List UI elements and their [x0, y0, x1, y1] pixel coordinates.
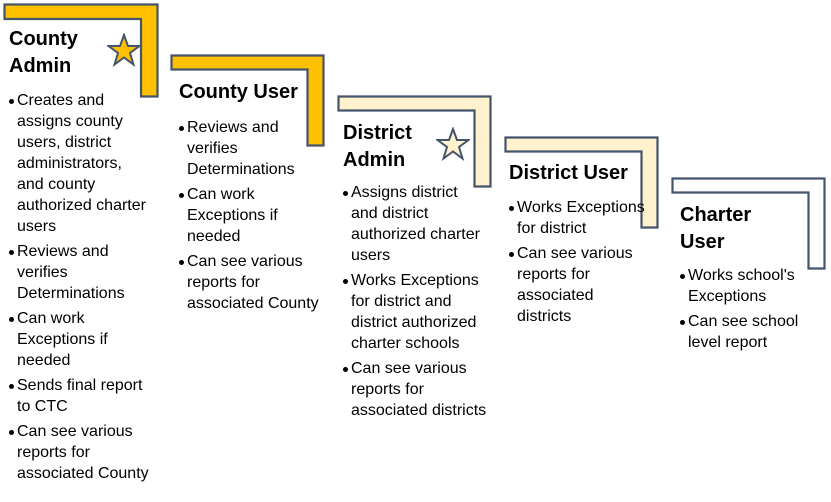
responsibility-list [509, 197, 649, 331]
star-icon [436, 127, 470, 161]
list-item: Assigns district and district authorized charter users [343, 182, 488, 266]
star-icon [107, 33, 141, 67]
responsibility-list [9, 90, 149, 488]
role-title: Charter User [680, 204, 752, 253]
list-item: Can work Exceptions if needed [9, 308, 149, 371]
role-title: County Admin [9, 28, 78, 77]
list-item: Works Exceptions for district and district authorized charter schools [343, 270, 488, 354]
role-step-district-user [501, 133, 671, 373]
list-item: Works Exceptions for district [509, 197, 649, 239]
responsibility-list [179, 117, 319, 318]
list-item: Creates and assigns county users, district administrators, and county authorized charter users [9, 90, 149, 237]
list-item: Sends final report to CTC [9, 375, 149, 417]
responsibility-list [343, 182, 488, 425]
role-step-charter-user [668, 174, 831, 414]
list-item: Can see various reports for associated County [9, 421, 149, 484]
list-item: Can see various reports for associated districts [343, 358, 488, 421]
list-item: Can see school level report [680, 311, 800, 353]
role-title: District Admin [343, 122, 412, 171]
list-item: Can work Exceptions if needed [179, 184, 319, 247]
list-item: Works school's Exceptions [680, 265, 800, 307]
role-title: District User [509, 162, 628, 184]
list-item: Can see various reports for associated districts [509, 243, 649, 327]
role-step-county-user [167, 51, 337, 351]
list-item: Reviews and verifies Determinations [179, 117, 319, 180]
role-step-district-admin [334, 92, 504, 492]
list-item: Can see various reports for associated County [179, 251, 319, 314]
role-step-county-admin [0, 0, 170, 502]
responsibility-list [680, 265, 800, 357]
list-item: Reviews and verifies Determinations [9, 241, 149, 304]
role-title: County User [179, 81, 298, 103]
